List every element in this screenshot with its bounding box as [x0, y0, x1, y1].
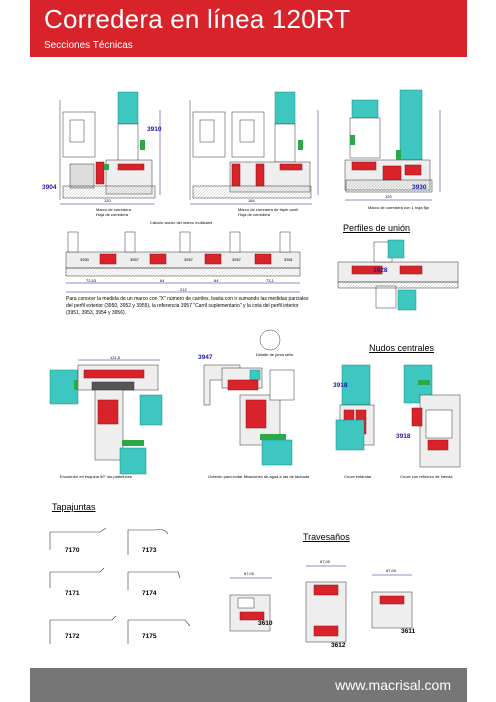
code-3612: 3612 [331, 642, 346, 649]
code-small-5: 3950 [80, 257, 89, 262]
caption-corner: Encuentro en esquina 90° sin parteluces [60, 474, 132, 479]
transoms-drawing [230, 566, 412, 642]
page-title: Corredera en línea 120RT [44, 4, 351, 34]
drip-drawing [204, 330, 294, 465]
code-3918-a: 3918 [333, 382, 348, 389]
caption-frame-3: Marco de corredera con 1 hoja fija [368, 205, 429, 210]
code-7172: 7172 [65, 633, 80, 640]
code-small-2: 3957 [184, 257, 193, 262]
dim-12: 67,00 [386, 568, 397, 573]
dim-7: 64 [214, 278, 219, 283]
code-7173: 7173 [142, 547, 157, 554]
caption-seal-detail: Detalle de junta sello [256, 352, 294, 357]
section-title-center-nodes: Nudos centrales [369, 343, 435, 353]
dim-10: 67,00 [244, 571, 255, 576]
caption-drip: Goterón para evitar filtraciones de agua a ras de fachada [208, 474, 310, 479]
dim-6: 64 [160, 278, 165, 283]
code-7174: 7174 [142, 590, 157, 597]
multitrack-note: Para conocer la medida de un marco con "X" número de carriles, basta con ir sumando las medidas parciales del perfil exterior (3950, 3952 y 3955), la referencia 3957 "Carril suplementario" y la cota del perfil interior (3951, 3953, 3954 y 3956). [66, 296, 309, 316]
code-small-1: 3957 [130, 257, 139, 262]
section-drawing-2 [190, 92, 318, 204]
section-drawing-1 [60, 92, 160, 204]
code-3947: 3947 [198, 354, 213, 361]
code-3918-b: 3918 [396, 433, 411, 440]
union-profile-drawing [338, 240, 458, 310]
caption-frame-2: Marco de corredera de triple carril Hoja de corredera [238, 207, 299, 217]
code-small-4: 3951 [284, 257, 293, 262]
page-subtitle: Secciones Técnicas [44, 40, 133, 51]
dim-4: 212 [180, 287, 187, 292]
code-3610: 3610 [258, 620, 273, 627]
dim-8: 73,1 [266, 278, 274, 283]
caption-frame-1: Marco de corredera Hoja de corredera [96, 207, 131, 217]
code-3930: 3930 [412, 184, 427, 191]
code-small-3: 3957 [232, 257, 241, 262]
dim-1: 120 [104, 198, 111, 203]
dim-11: 67,00 [320, 559, 331, 564]
section-title-union-profiles: Perfiles de unión [343, 223, 411, 233]
dim-2: 184 [248, 198, 255, 203]
multitrack-drawing [66, 232, 300, 292]
code-3910: 3910 [147, 126, 162, 133]
code-7175: 7175 [142, 633, 157, 640]
code-3928: 3928 [373, 267, 388, 274]
code-3904: 3904 [42, 184, 57, 191]
section-title-transoms: Travesaños [303, 532, 350, 542]
footer-banner [30, 668, 467, 702]
dim-9: 121,5 [110, 355, 121, 360]
code-7171: 7171 [65, 590, 80, 597]
section-title-cover-strips: Tapajuntas [52, 502, 96, 512]
corner-drawing [50, 360, 162, 474]
caption-multitrack: Cálculo ancho del marco multicarril [150, 220, 213, 225]
code-3611: 3611 [401, 628, 416, 635]
center-nodes-drawing [336, 365, 460, 467]
cover-strips-drawing [50, 528, 190, 644]
caption-cross-standard: Cruce estándar [344, 474, 372, 479]
website-url: www.macrisal.com [335, 677, 451, 693]
dim-3: 120 [385, 194, 392, 199]
caption-cross-reinforced: Cruce con refuerzo de inercia [400, 474, 453, 479]
dim-5: 72,53 [86, 278, 97, 283]
code-7170: 7170 [65, 547, 80, 554]
